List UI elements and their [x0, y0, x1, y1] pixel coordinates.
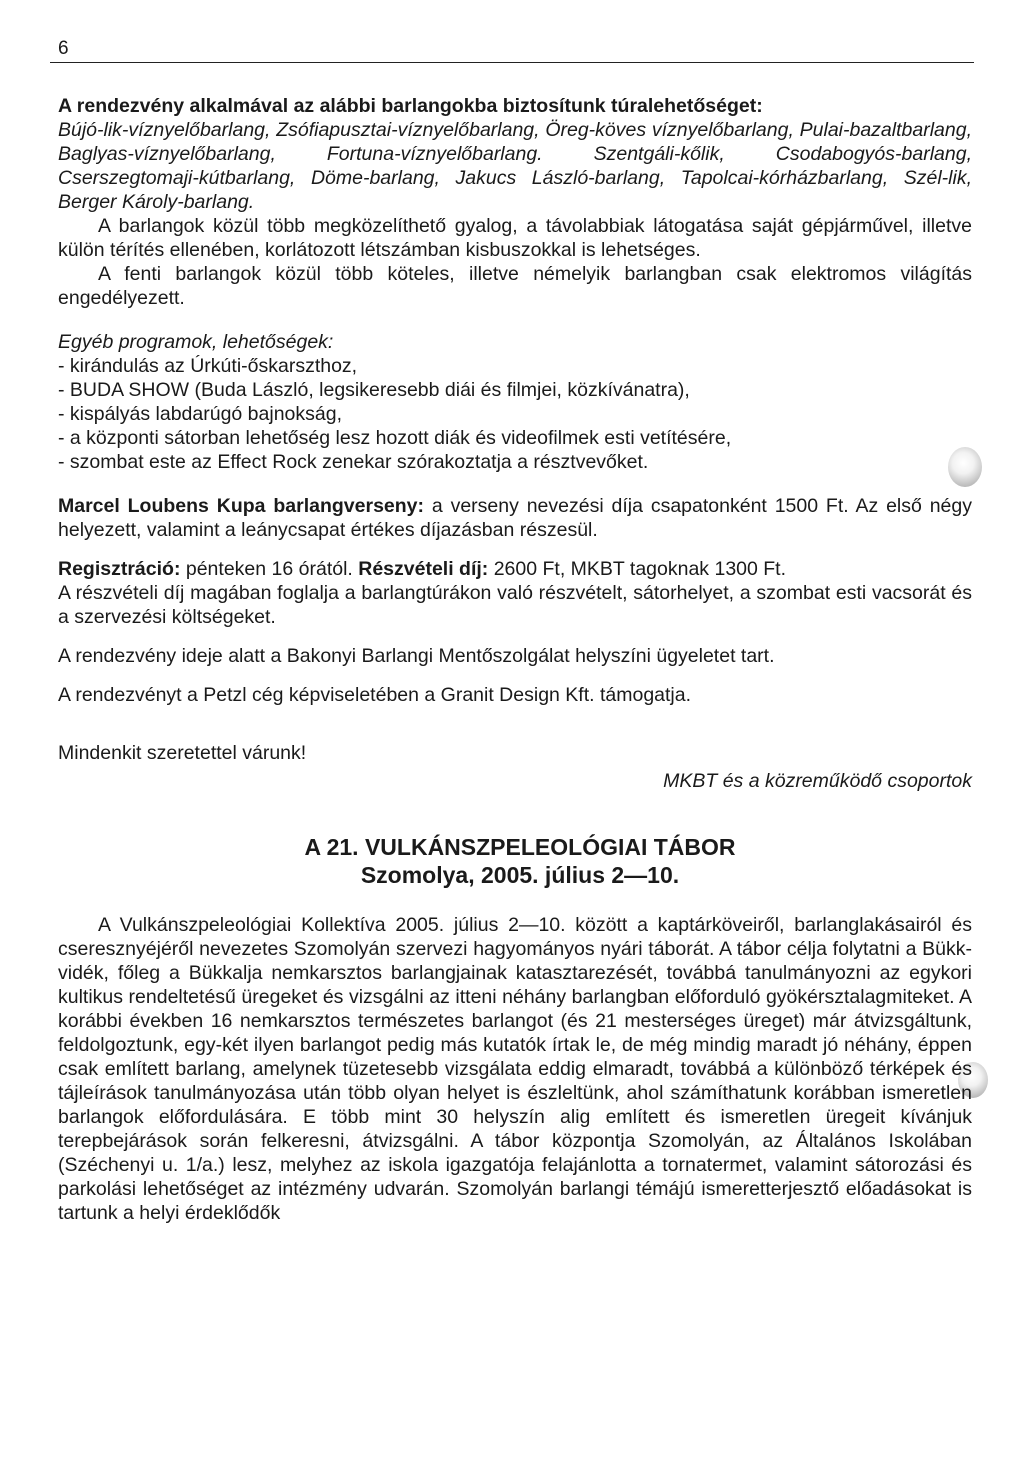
rescue-paragraph: A rendezvény ideje alatt a Bakonyi Barlangi Mentőszolgálat helyszíni ügyeletet tart.	[58, 645, 775, 667]
registration-text: pénteken 16 órától.	[180, 558, 359, 580]
competition-label: Marcel Loubens Kupa barlangverseny:	[58, 495, 425, 517]
closing-line: Mindenkit szeretettel várunk!	[58, 742, 307, 764]
competition-text: a verseny nevezési díja csapatonként 1500 Ft. Az első négy helyezett, valamint a leánycsapat értékes díjazásban részesül.	[58, 495, 972, 541]
programs-list	[58, 354, 972, 474]
page-number: 6	[58, 38, 69, 59]
camp-paragraph: A Vulkánszpeleológiai Kollektíva 2005. július 2—10. között a kaptárköveiről, barlanglakásairól és cseresznyéjéről nevezetes Szomolyán szervezi hagyományos nyári táborát. A tábor célja folytatni a Bükk-vidék, főleg a Bükkalja nemkarsztos barlangjainak katasztarezését, továbbá tanulmányozni az egykori kultikus rendeltetésű üregeket és vizsgálni az itteni néhány barlangban előforduló gyökérsztalagmiteket. A korábbi években 16 nemkarsztos természetes barlangot (és 21 mesterséges üreget) már átvizsgáltunk, feldolgoztunk, egy-két ilyen barlangot pedig más kutatók írtak le, de még mindig maradt jó néhány, éppen csak említett barlang, amelynek tüzetesebb vizsgálata eddig elmaradt, továbbá a különböző térképek és tájleírások tanulmányozása után több olyan helyet is észleltünk, ahol számíthatunk korábban ismeretlen barlangok előfordulására. E több mint 30 helyszín alig említett és ismeretlen üregeit kívánjuk terepbejárások során felkeresni, átvizsgálni. A tábor központja Szomolyán, az Általános Iskolában (Széchenyi u. 1/a.) lesz, melyhez az iskola igazgatója felajánlotta a tornatermet, valamint sátorozási és parkolási lehetőséget az intézmény udvarán. Szomolyán barlangi témájú ismeretterjesztő előadásokat is tartunk a helyi érdeklődők	[58, 914, 972, 1224]
intro-heading: A rendezvény alkalmával az alábbi barlangokba biztosítunk túralehetőséget:	[58, 95, 763, 117]
list-item: - kirándulás az Úrkúti-őskarszthoz,	[58, 355, 358, 377]
registration-includes: A részvételi díj magában foglalja a barlangtúrákon való részvételt, sátorhelyet, a szombat esti vacsorát és a szervezési költségeket.	[58, 582, 972, 628]
registration-paragraph	[58, 557, 972, 581]
registration-label: Regisztráció:	[58, 558, 181, 580]
programs-heading: Egyéb programok, lehetőségek:	[58, 331, 334, 353]
list-item: - szombat este az Effect Rock zenekar szórakoztatja a résztvevőket.	[58, 451, 649, 473]
list-item: - BUDA SHOW (Buda László, legsikeresebb diái és filmjei, közkívánatra),	[58, 379, 690, 401]
fee-label: Részvételi díj:	[358, 558, 489, 580]
list-item: - kispályás labdarúgó bajnokság,	[58, 403, 343, 425]
page-content	[58, 94, 972, 1225]
access-paragraph: A barlangok közül több megközelíthető gyalog, a távolabbiak látogatása saját gépjárművel, illetve külön térítés ellenében, korlátozott létszámban kisbuszokkal is lehetséges.	[58, 215, 972, 261]
sponsor-paragraph: A rendezvényt a Petzl cég képviseletében a Granit Design Kft. támogatja.	[58, 684, 692, 706]
cave-list: Bújó-lik-víznyelőbarlang, Zsófiapusztai-víznyelőbarlang, Öreg-köves víznyelőbarlang, Pulai-bazaltbarlang, Baglyas-víznyelőbarlang, Fortuna-víznyelőbarlang. Szentgáli-kőlik, Csodabogyós-barlang, Cserszegtomaji-kútbarlang, Döme-barlang, Jakucs László-barlang, Tapolcai-kórházbarlang, Szél-lik, Berger Károly-barlang.	[58, 119, 972, 213]
section-subtitle: Szomolya, 2005. július 2—10.	[360, 862, 680, 888]
fee-text: 2600 Ft, MKBT tagoknak 1300 Ft.	[488, 558, 787, 580]
competition-paragraph	[58, 494, 972, 542]
lighting-paragraph: A fenti barlangok közül több köteles, illetve némelyik barlangban csak elektromos világítás engedélyezett.	[58, 263, 972, 309]
signature: MKBT és a közreműködő csoportok	[663, 770, 972, 792]
header-rule	[50, 62, 974, 63]
list-item: - a központi sátorban lehetőség lesz hozott diák és videofilmek esti vetítésére,	[58, 427, 732, 449]
section-title: A 21. VULKÁNSZPELEOLÓGIAI TÁBOR	[304, 834, 736, 860]
